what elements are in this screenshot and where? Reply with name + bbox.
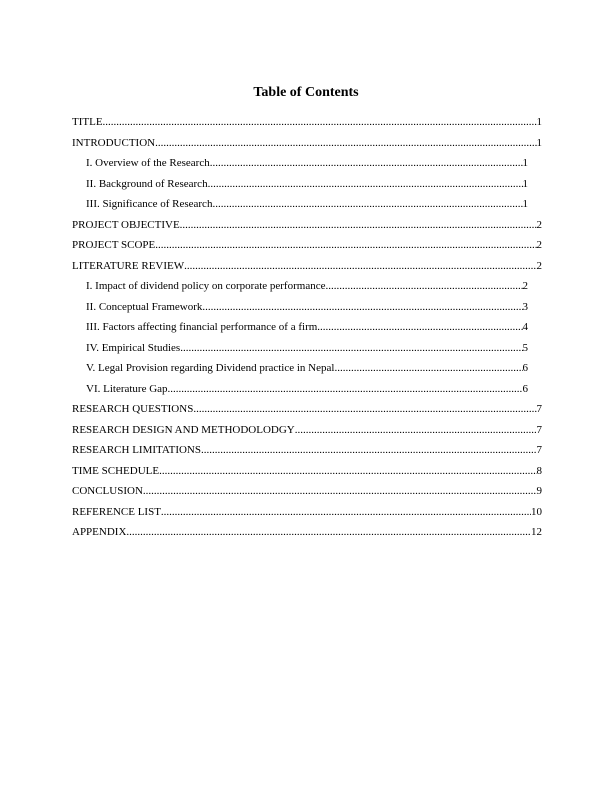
toc-page-number: 5 xyxy=(522,341,528,354)
toc-dot-leader xyxy=(295,420,537,441)
toc-page-number: 4 xyxy=(522,321,528,333)
toc-dot-leader xyxy=(317,317,522,338)
toc-page-number: 8 xyxy=(536,464,542,477)
toc-dot-leader xyxy=(103,112,537,133)
toc-page-number: 2 xyxy=(536,259,542,272)
toc-entry-label: III. Factors affecting financial performance of a firm xyxy=(86,321,318,333)
toc-dot-leader xyxy=(184,256,536,277)
toc-page-number: 1 xyxy=(522,157,528,169)
toc-dot-leader xyxy=(325,276,522,297)
toc-page-number: 1 xyxy=(522,177,528,190)
toc-entry-label: VI. Literature Gap xyxy=(86,382,168,395)
toc-subsection-entry[interactable] xyxy=(72,317,528,338)
toc-page-number: 1 xyxy=(536,116,542,128)
toc-dot-leader xyxy=(180,338,522,359)
toc-section-entry[interactable] xyxy=(72,399,542,420)
toc-subsection-entry[interactable] xyxy=(72,297,528,318)
toc-page-number: 2 xyxy=(536,218,542,231)
toc-entry-label: I. Overview of the Research xyxy=(86,157,210,169)
toc-section-entry[interactable] xyxy=(72,215,542,236)
toc-section-entry[interactable] xyxy=(72,133,542,154)
toc-dot-leader xyxy=(161,502,531,523)
toc-entry-label: IV. Empirical Studies xyxy=(86,341,181,354)
toc-section-entry[interactable] xyxy=(72,461,542,482)
toc-section-entry[interactable] xyxy=(72,481,542,502)
table-of-contents xyxy=(72,112,542,543)
toc-dot-leader xyxy=(159,461,536,482)
toc-entry-label: LITERATURE REVIEW xyxy=(72,259,185,272)
toc-subsection-entry[interactable] xyxy=(72,379,528,400)
toc-page-number: 7 xyxy=(536,444,542,456)
toc-dot-leader xyxy=(208,174,523,195)
toc-entry-label: I. Impact of dividend policy on corporate performance xyxy=(86,280,326,292)
toc-section-entry[interactable] xyxy=(72,256,542,277)
toc-entry-label: V. Legal Provision regarding Dividend practice in Nepal xyxy=(86,362,335,374)
toc-page-number: 7 xyxy=(536,423,542,436)
toc-entry-label: APPENDIX xyxy=(72,526,127,538)
toc-entry-label: INTRODUCTION xyxy=(72,136,156,149)
toc-entry-label: III. Significance of Research xyxy=(86,198,213,210)
toc-section-entry[interactable] xyxy=(72,522,542,543)
toc-entry-label: PROJECT SCOPE xyxy=(72,239,156,251)
toc-subsection-entry[interactable] xyxy=(72,153,528,174)
toc-entry-label: TITLE xyxy=(72,116,103,128)
toc-page-number: 1 xyxy=(536,136,542,149)
toc-entry-label: RESEARCH QUESTIONS xyxy=(72,403,194,415)
toc-subsection-entry[interactable] xyxy=(72,174,528,195)
toc-dot-leader xyxy=(210,153,523,174)
toc-dot-leader xyxy=(180,215,537,236)
toc-entry-label: II. Conceptual Framework xyxy=(86,300,203,313)
toc-dot-leader xyxy=(212,194,522,215)
toc-page-number: 10 xyxy=(531,505,542,518)
toc-subsection-entry[interactable] xyxy=(72,194,528,215)
page-title: Table of Contents xyxy=(253,85,359,100)
toc-dot-leader xyxy=(334,358,522,379)
toc-subsection-entry[interactable] xyxy=(72,276,528,297)
toc-page-number: 9 xyxy=(536,485,542,497)
toc-subsection-entry[interactable] xyxy=(72,358,528,379)
toc-dot-leader xyxy=(155,235,536,256)
toc-entry-label: RESEARCH LIMITATIONS xyxy=(72,444,201,456)
toc-page-number: 2 xyxy=(522,280,528,292)
toc-section-entry[interactable] xyxy=(72,502,542,523)
toc-page-number: 12 xyxy=(531,526,542,538)
toc-section-entry[interactable] xyxy=(72,112,542,133)
toc-dot-leader xyxy=(143,481,537,502)
toc-entry-label: TIME SCHEDULE xyxy=(72,464,160,477)
toc-section-entry[interactable] xyxy=(72,235,542,256)
toc-page-number: 6 xyxy=(522,382,528,395)
toc-dot-leader xyxy=(193,399,536,420)
toc-dot-leader xyxy=(201,440,537,461)
toc-entry-label: CONCLUSION xyxy=(72,485,143,497)
toc-page-number: 2 xyxy=(536,239,542,251)
toc-dot-leader xyxy=(155,133,536,154)
toc-page-number: 1 xyxy=(522,198,528,210)
toc-subsection-entry[interactable] xyxy=(72,338,528,359)
toc-entry-label: REFERENCE LIST xyxy=(72,505,161,518)
toc-page-number: 6 xyxy=(522,362,528,374)
toc-dot-leader xyxy=(168,379,523,400)
toc-section-entry[interactable] xyxy=(72,440,542,461)
toc-section-entry[interactable] xyxy=(72,420,542,441)
toc-entry-label: PROJECT OBJECTIVE xyxy=(72,218,180,231)
toc-page-number: 3 xyxy=(522,300,528,313)
toc-page-number: 7 xyxy=(536,403,542,415)
toc-dot-leader xyxy=(126,522,531,543)
toc-entry-label: RESEARCH DESIGN AND METHODOLODGY xyxy=(72,423,295,436)
toc-dot-leader xyxy=(202,297,522,318)
toc-entry-label: II. Background of Research xyxy=(86,177,208,190)
